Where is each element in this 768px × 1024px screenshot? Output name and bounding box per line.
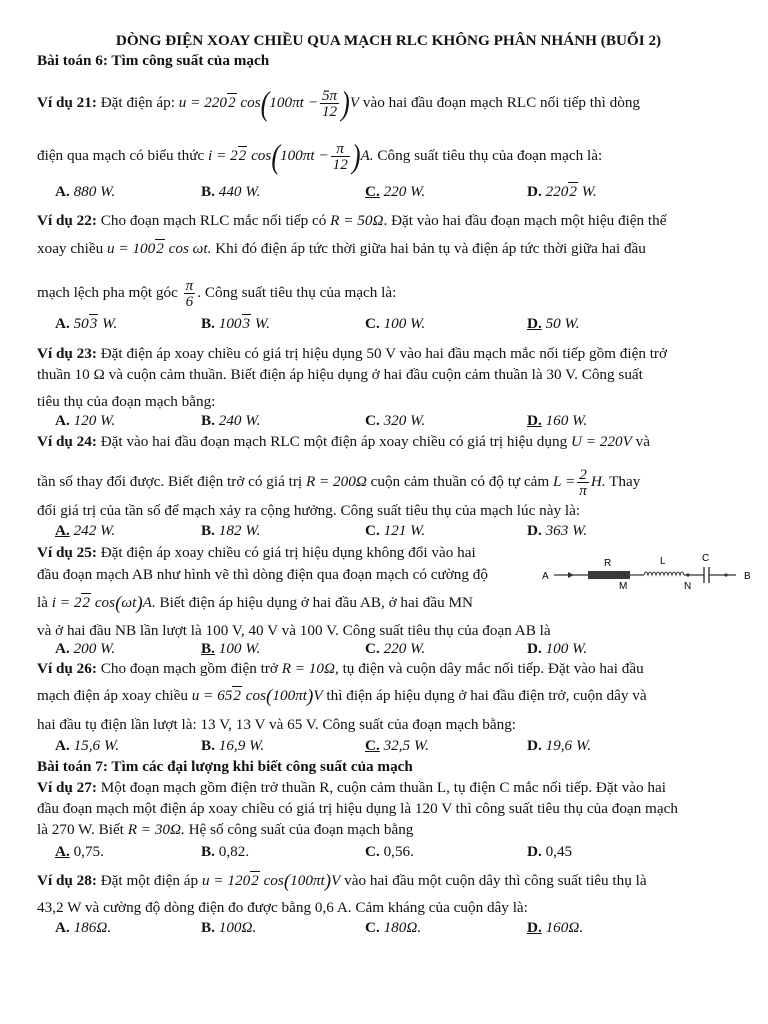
section-heading-6: Bài toán 6: Tìm công suất của mạch	[37, 52, 270, 69]
vd24-option-b[interactable]: B. 182 W.	[201, 522, 261, 539]
vd24-option-c[interactable]: C. 121 W.	[365, 522, 426, 539]
vd26-option-c[interactable]: C. 32,5 W.	[365, 737, 429, 754]
vd28-option-c[interactable]: C. 180Ω.	[365, 919, 422, 936]
vd22-line-2: xoay chiều u = 1002 cos ωt. Khi đó điện áp tức thời giữa hai bản tụ và điện áp tức thời giữa hai đầu	[37, 240, 646, 257]
vd23-option-c[interactable]: C. 320 W.	[365, 412, 426, 429]
vd26-voltage-expr: u = 652 cos(100πt)V	[191, 685, 323, 707]
rlc-circuit-diagram	[540, 552, 760, 594]
vd22-option-b[interactable]: B. 1003 W.	[201, 315, 270, 332]
vd25-current-expr: i = 22 cos(ωt)A.	[51, 592, 156, 614]
vd24-label: Ví dụ 24:	[37, 433, 97, 450]
inductor-l	[644, 572, 684, 575]
vd28-option-d[interactable]: D. 160Ω.	[527, 919, 584, 936]
vd27-line-2: đầu đoạn mạch một điện áp xoay chiều có giá trị hiệu dụng là 120 V thì công suất tiêu thụ của đoạn mạch	[37, 800, 678, 817]
vd28-voltage-expr: u = 1202 cos(100πt)V	[201, 870, 341, 892]
vd22-option-c[interactable]: C. 100 W.	[365, 315, 426, 332]
vd23-line-2: thuần 10 Ω và cuộn cảm thuần. Biết điện áp hiệu dụng ở hai đầu cuộn cảm thuần là 30 V. Công suất	[37, 366, 643, 383]
vd21-voltage-expr: u = 2202 cos(100πt − $\frac{5\pi}{12}$ )V	[178, 84, 360, 122]
vd26-line-2: mạch điện áp xoay chiều u = 652 cos(100πt)V thì điện áp hiệu dụng ở hai đầu điện trở, cuộn dây và	[37, 685, 647, 707]
vd28-label: Ví dụ 28:	[37, 872, 97, 889]
vd22-line-1: Ví dụ 22: Cho đoạn mạch RLC mắc nối tiếp có R = 50Ω. Đặt vào hai đầu đoạn mạch một hiệu điện thế	[37, 212, 667, 229]
circuit-label-r: R	[604, 558, 612, 569]
circuit-label-m: M	[619, 581, 628, 592]
vd27-option-b[interactable]: B. 0,82.	[201, 843, 250, 860]
vd25-option-c[interactable]: C. 220 W.	[365, 640, 426, 657]
vd21-option-d[interactable]: D. 2202 W.	[527, 183, 597, 200]
vd27-option-c[interactable]: C. 0,56.	[365, 843, 414, 860]
circuit-label-c: C	[702, 553, 710, 564]
vd22-option-d[interactable]: D. 50 W.	[527, 315, 580, 332]
circuit-node-n-dot	[686, 573, 689, 576]
vd23-options	[55, 412, 755, 430]
vd28-line-1: Ví dụ 28: Đặt một điện áp u = 1202 cos(100πt)V vào hai đầu một cuộn dây thì công suất tiêu thụ là	[37, 870, 647, 892]
vd26-option-a[interactable]: A. 15,6 W.	[55, 737, 119, 754]
vd25-option-d[interactable]: D. 100 W.	[527, 640, 588, 657]
vd21-options	[55, 183, 755, 201]
vd23-line-3: tiêu thụ của đoạn mạch bằng:	[37, 393, 216, 410]
vd21-option-a[interactable]: A. 880 W.	[55, 183, 116, 200]
vd26-label: Ví dụ 26:	[37, 660, 97, 677]
circuit-node-b: B	[744, 571, 751, 582]
vd26-option-d[interactable]: D. 19,6 W.	[527, 737, 591, 754]
vd26-option-b[interactable]: B. 16,9 W.	[201, 737, 265, 754]
vd27-option-d[interactable]: D. 0,45	[527, 843, 573, 860]
vd21-option-b[interactable]: B. 440 W.	[201, 183, 261, 200]
vd25-line-2: đầu đoạn mạch AB như hình vẽ thì dòng điện qua đoạn mạch có cường độ	[37, 566, 488, 583]
vd25-option-b[interactable]: B. 100 W.	[201, 640, 261, 657]
vd22-label: Ví dụ 22:	[37, 212, 97, 229]
vd28-option-a[interactable]: A. 186Ω.	[55, 919, 112, 936]
vd23-option-a[interactable]: A. 120 W.	[55, 412, 116, 429]
vd21-current-expr: i = 22 cos(100πt − $\frac{\pi}{12}$ )A.	[208, 137, 374, 175]
vd28-options	[55, 919, 755, 937]
circuit-label-l: L	[660, 556, 666, 567]
vd28-option-b[interactable]: B. 100Ω.	[201, 919, 257, 936]
vd27-line-3: là 270 W. Biết R = 30Ω. Hệ số công suất của đoạn mạch bằng	[37, 821, 414, 838]
vd23-label: Ví dụ 23:	[37, 345, 97, 362]
vd21-label: Ví dụ 21:	[37, 93, 97, 111]
vd24-option-a[interactable]: A. 242 W.	[55, 522, 116, 539]
vd22-options	[55, 315, 755, 333]
vd22-voltage-expr: u = 1002 cos ωt.	[107, 240, 212, 257]
vd23-option-b[interactable]: B. 240 W.	[201, 412, 261, 429]
vd24-options	[55, 522, 755, 540]
vd24-line-2: tần số thay đổi được. Biết điện trở có giá trị R = 200Ω cuộn cảm thuần có độ tự cảm L = $\frac{2}{\pi}$ H. Thay	[37, 466, 641, 499]
vd21-line-2: điện qua mạch có biểu thức i = 22 cos(100πt − $\frac{\pi}{12}$ )A. Công suất tiêu thụ của đoạn mạch là:	[37, 137, 603, 175]
vd24-inductance-expr: L = $\frac{2}{\pi}$ H.	[553, 466, 606, 499]
vd25-options	[55, 640, 755, 658]
vd21-line-1: Ví dụ 21: Đặt điện áp: u = 2202 cos(100πt − $\frac{5\pi}{12}$ )V vào hai đầu đoạn mạch RLC nối tiếp thì dòng	[37, 84, 641, 122]
vd25-label: Ví dụ 25:	[37, 544, 97, 561]
vd27-line-1: Ví dụ 27: Một đoạn mạch gồm điện trở thuần R, cuộn cảm thuần L, tụ điện C mắc nối tiếp. Đặt vào hai	[37, 779, 666, 796]
vd27-options	[55, 843, 755, 861]
circuit-node-a: A	[542, 571, 549, 582]
vd25-line-4: và ở hai đầu NB lần lượt là 100 V, 40 V và 100 V. Công suất tiêu thụ của đoạn AB là	[37, 622, 551, 639]
vd26-line-3: hai đầu tụ điện lần lượt là: 13 V, 13 V và 65 V. Công suất của đoạn mạch bằng:	[37, 716, 517, 733]
vd25-line-1: Ví dụ 25: Đặt điện áp xoay chiều có giá trị hiệu dụng không đổi vào hai	[37, 544, 476, 561]
circuit-arrow	[568, 572, 574, 578]
vd26-line-1: Ví dụ 26: Cho đoạn mạch gồm điện trở R = 10Ω, tụ điện và cuộn dây mắc nối tiếp. Đặt vào hai đầu	[37, 660, 644, 677]
vd23-option-d[interactable]: D. 160 W.	[527, 412, 588, 429]
vd24-option-d[interactable]: D. 363 W.	[527, 522, 588, 539]
vd27-option-a[interactable]: A. 0,75.	[55, 843, 104, 860]
vd24-line-1: Ví dụ 24: Đặt vào hai đầu đoạn mạch RLC một điện áp xoay chiều có giá trị hiệu dụng U = 220V và	[37, 433, 650, 450]
vd28-line-2: 43,2 W và cường độ dòng điện đo được bằng 0,6 A. Cảm kháng của cuộn dây là:	[37, 899, 528, 916]
vd23-line-1: Ví dụ 23: Đặt điện áp xoay chiều có giá trị hiệu dụng 50 V vào hai đầu mạch mắc nối tiếp gồm điện trở	[37, 345, 668, 362]
vd24-line-3: đổi giá trị của tần số để mạch xảy ra cộng hưởng. Công suất tiêu thụ của mạch lúc này là:	[37, 502, 581, 519]
vd25-line-3: là i = 22 cos(ωt)A. Biết điện áp hiệu dụng ở hai đầu AB, ở hai đầu MN	[37, 592, 473, 614]
vd22-line-3: mạch lệch pha một góc $\frac{\pi}{6}$ . Công suất tiêu thụ của mạch là:	[37, 277, 397, 310]
vd21-option-c[interactable]: C. 220 W.	[365, 183, 426, 200]
vd22-option-a[interactable]: A. 503 W.	[55, 315, 118, 332]
section-heading-7: Bài toán 7: Tìm các đại lượng khi biết công suất của mạch	[37, 758, 413, 775]
vd26-options	[55, 737, 755, 755]
vd27-label: Ví dụ 27:	[37, 779, 97, 796]
circuit-node-m-dot	[622, 573, 625, 576]
circuit-label-n: N	[684, 581, 692, 592]
circuit-node-b-dot	[724, 573, 727, 576]
vd25-option-a[interactable]: A. 200 W.	[55, 640, 116, 657]
document-title: DÒNG ĐIỆN XOAY CHIỀU QUA MẠCH RLC KHÔNG PHÂN NHÁNH (BUỔI 2)	[115, 32, 662, 49]
